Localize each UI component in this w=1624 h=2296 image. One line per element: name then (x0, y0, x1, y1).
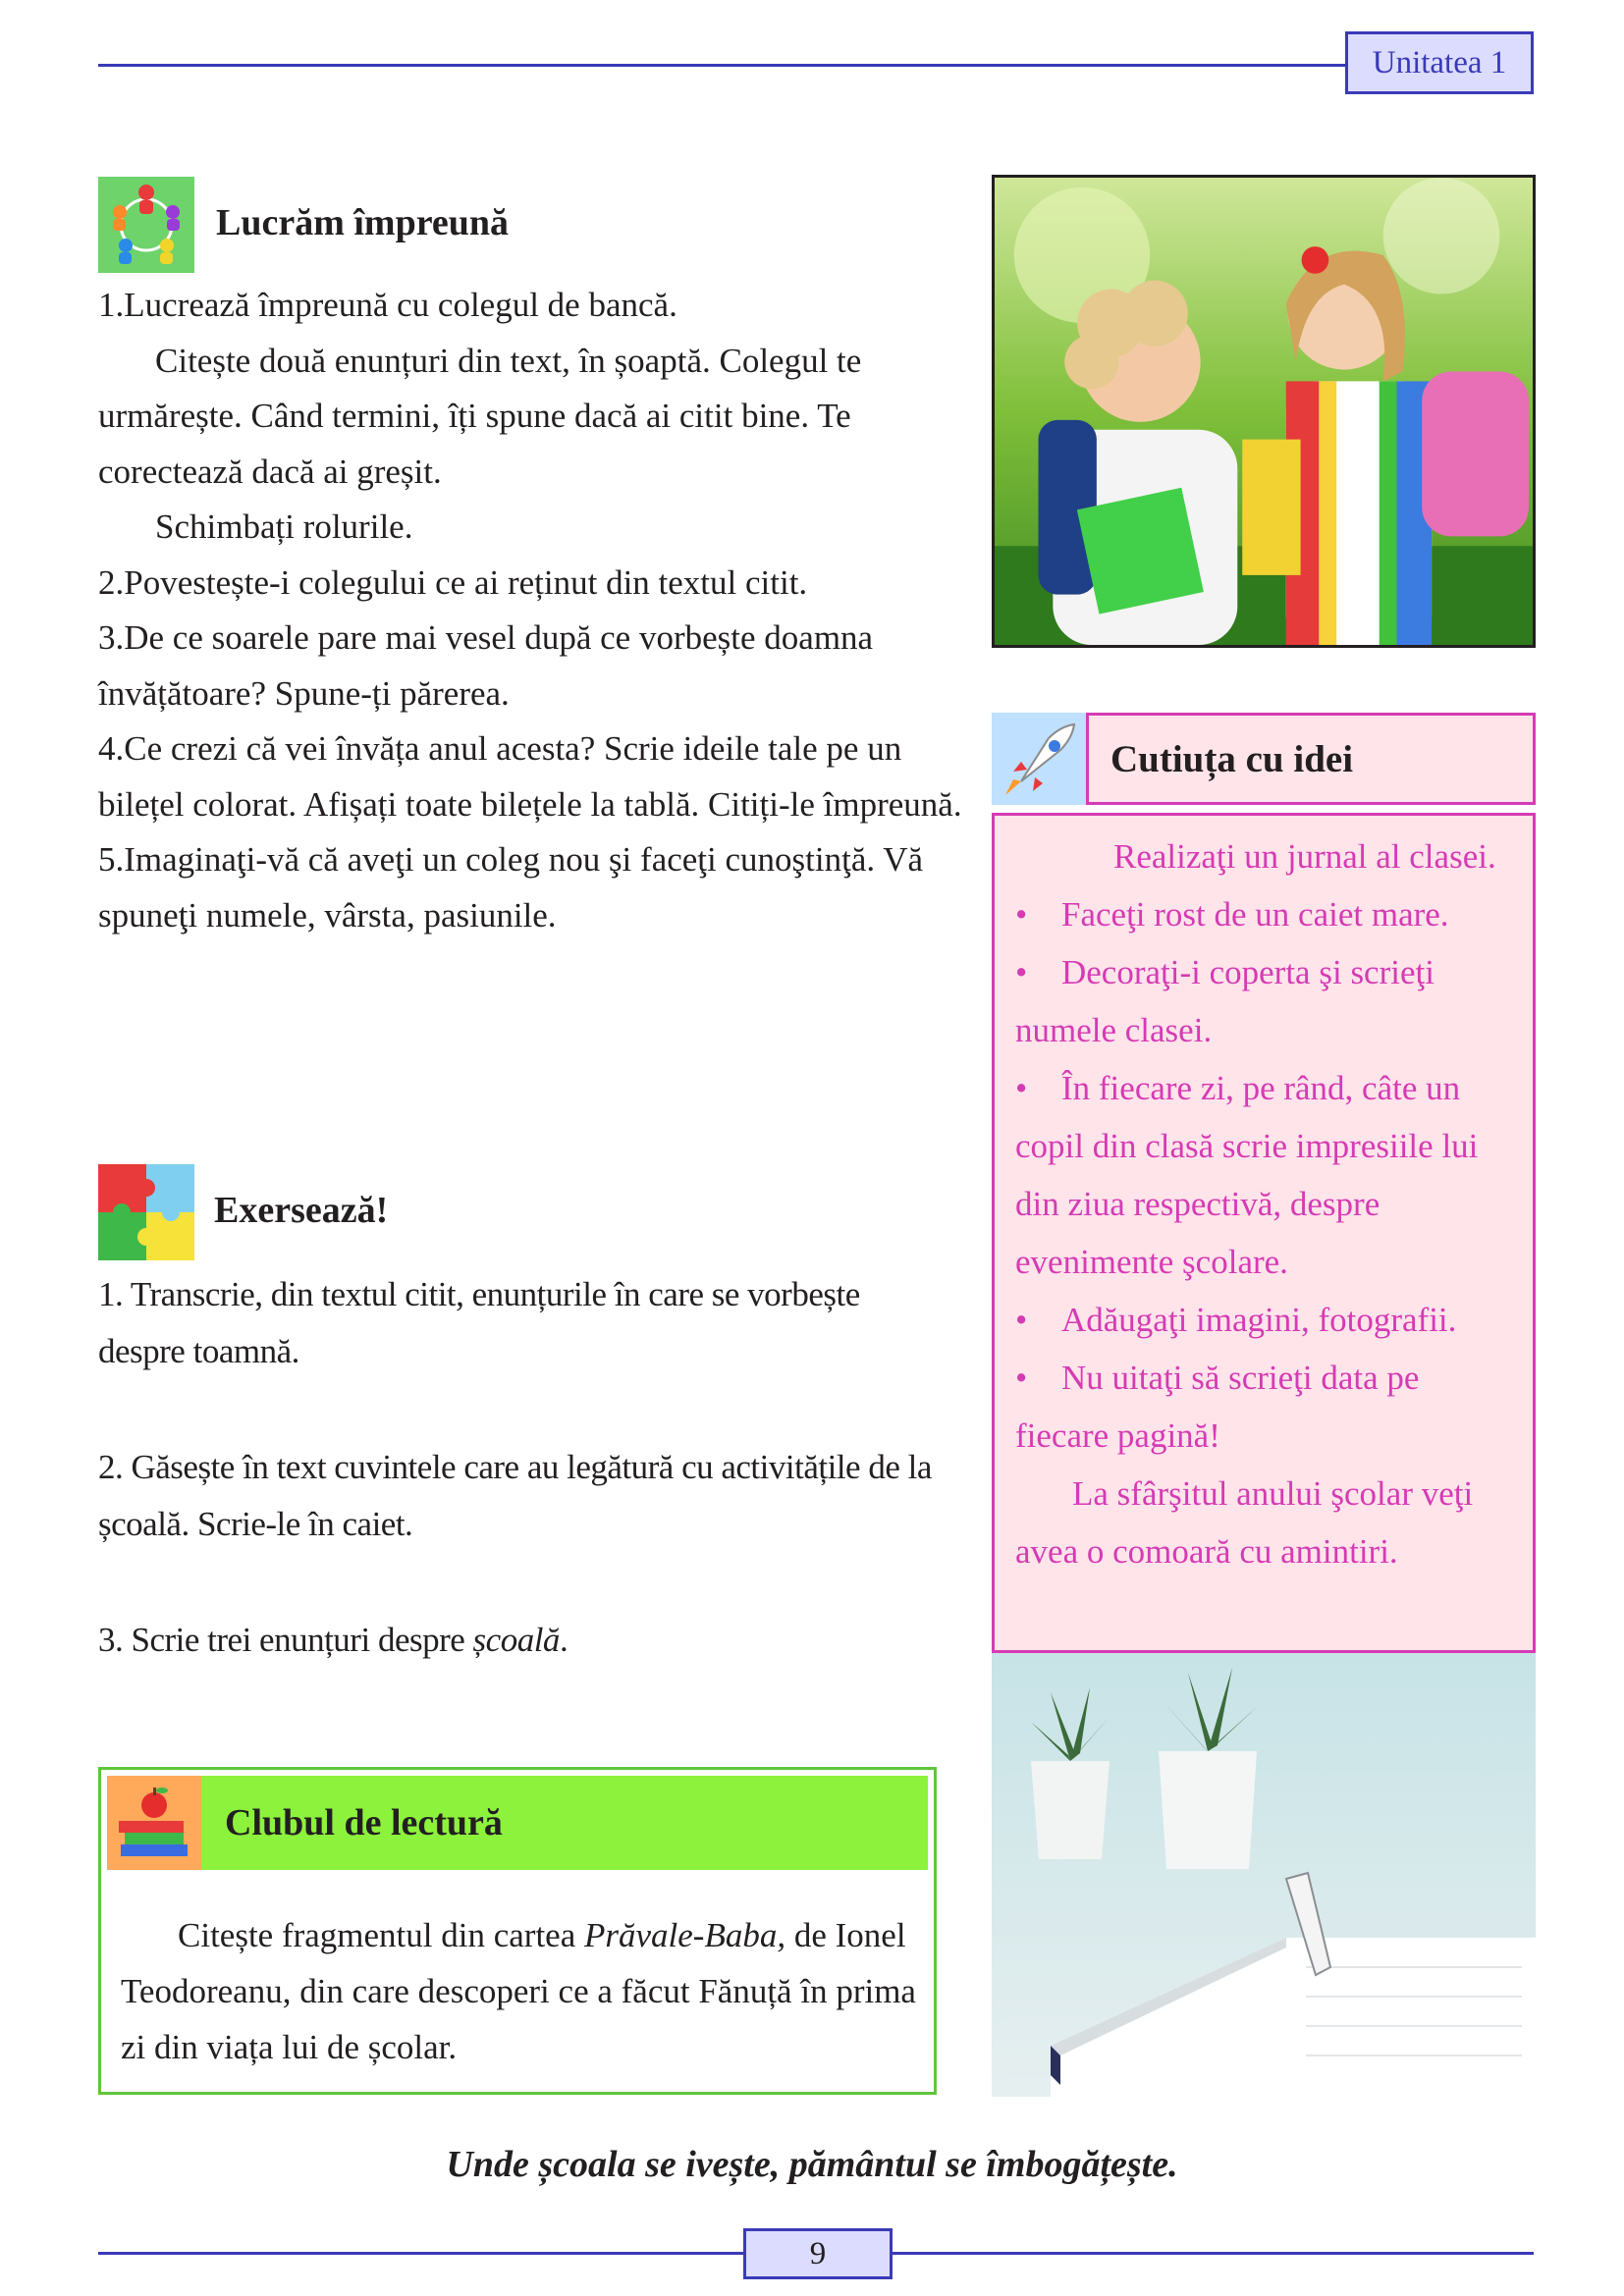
idea-box-title: Cutiuța cu idei (1086, 713, 1536, 805)
proverb: Unde școala se ivește, pământul se îmbogățește. (446, 2144, 1178, 2185)
lucram-line: 4.Ce crezi că vei învăța anul acesta? Scrie ideile tale pe un bilețel colorat. Afișați toate bilețele la tablă. Citiți-le împreună. (98, 729, 962, 824)
idea-outro: La sfârşitul anului şcolar veţi avea o comoară cu amintiri. (1015, 1474, 1474, 1571)
idea-box (992, 813, 1536, 1653)
idea-intro: Realizaţi un jurnal al clasei. (1113, 837, 1496, 876)
exerseaza-title: Exersează! (214, 1190, 389, 1231)
header-rule (98, 64, 1345, 67)
teamwork-icon (98, 177, 194, 273)
footer-rule-right (893, 2252, 1534, 2255)
lucram-line: Citește două enunțuri din text, în șoaptă. Colegul te urmărește. Când termini, îți spune dacă ai citit bine. Te corectează dacă ai greșit. (98, 341, 862, 491)
club-text: Citește fragmentul din cartea Prăvale-Baba, de Ionel Teodoreanu, din care descoperi ce a făcut Fănuță în prima zi din viața lui de școlar. (121, 1916, 916, 2066)
idea-bullet: • Adăugaţi imagini, fotografii. (1015, 1301, 1457, 1339)
lucram-line: 5.Imaginaţi-vă că aveţi un coleg nou şi faceţi cunoştinţă. Vă spuneţi numele, vârsta, pasiunile. (98, 840, 924, 934)
idea-bullet: • În fiecare zi, pe rând, câte un copil din clasă scrie impresiile lui din ziua respectivă, despre evenimente şcolare. (1015, 1069, 1479, 1281)
puzzle-icon (98, 1164, 194, 1260)
lucram-line: 1.Lucrează împreună cu colegul de bancă. (98, 286, 677, 324)
idea-bullet: • Faceţi rost de un caiet mare. (1015, 895, 1449, 934)
exerseaza-item-1: 1. Transcrie, din textul citit, enunțurile în care se vorbește despre toamnă. (98, 1275, 860, 1370)
lucram-body (98, 278, 962, 943)
club-title: Clubul de lectură (225, 1802, 503, 1843)
club-title-bar (107, 1776, 928, 1870)
exerseaza-item-3: 3. Scrie trei enunțuri despre școală. (98, 1621, 568, 1659)
lucram-line: 3.De ce soarele pare mai vesel după ce vorbește doamna învățătoare? Spune-ți părerea. (98, 618, 874, 713)
books-apple-icon (107, 1776, 201, 1870)
exerseaza-item-2: 2. Găsește în text cuvintele care au legătură cu activitățile de la școală. Scrie-le în caiet. (98, 1448, 932, 1543)
club-box (98, 1767, 937, 2095)
unit-label: Unitatea 1 (1345, 31, 1534, 94)
footer-rule-left (98, 2252, 743, 2255)
lucram-title: Lucrăm împreună (216, 202, 510, 243)
idea-bullet: • Nu uitaţi să scrieţi data pe fiecare pagină! (1015, 1359, 1420, 1455)
plants-notebook-photo (992, 1653, 1536, 2097)
children-photo (992, 175, 1536, 648)
page-number: 9 (743, 2228, 893, 2279)
lucram-line: Schimbați rolurile. (155, 507, 413, 546)
lucram-line: 2.Povestește-i colegului ce ai reținut din textul citit. (98, 562, 808, 602)
idea-bullet: • Decoraţi-i coperta şi scrieţi numele clasei. (1015, 953, 1435, 1049)
rocket-icon (992, 713, 1086, 805)
